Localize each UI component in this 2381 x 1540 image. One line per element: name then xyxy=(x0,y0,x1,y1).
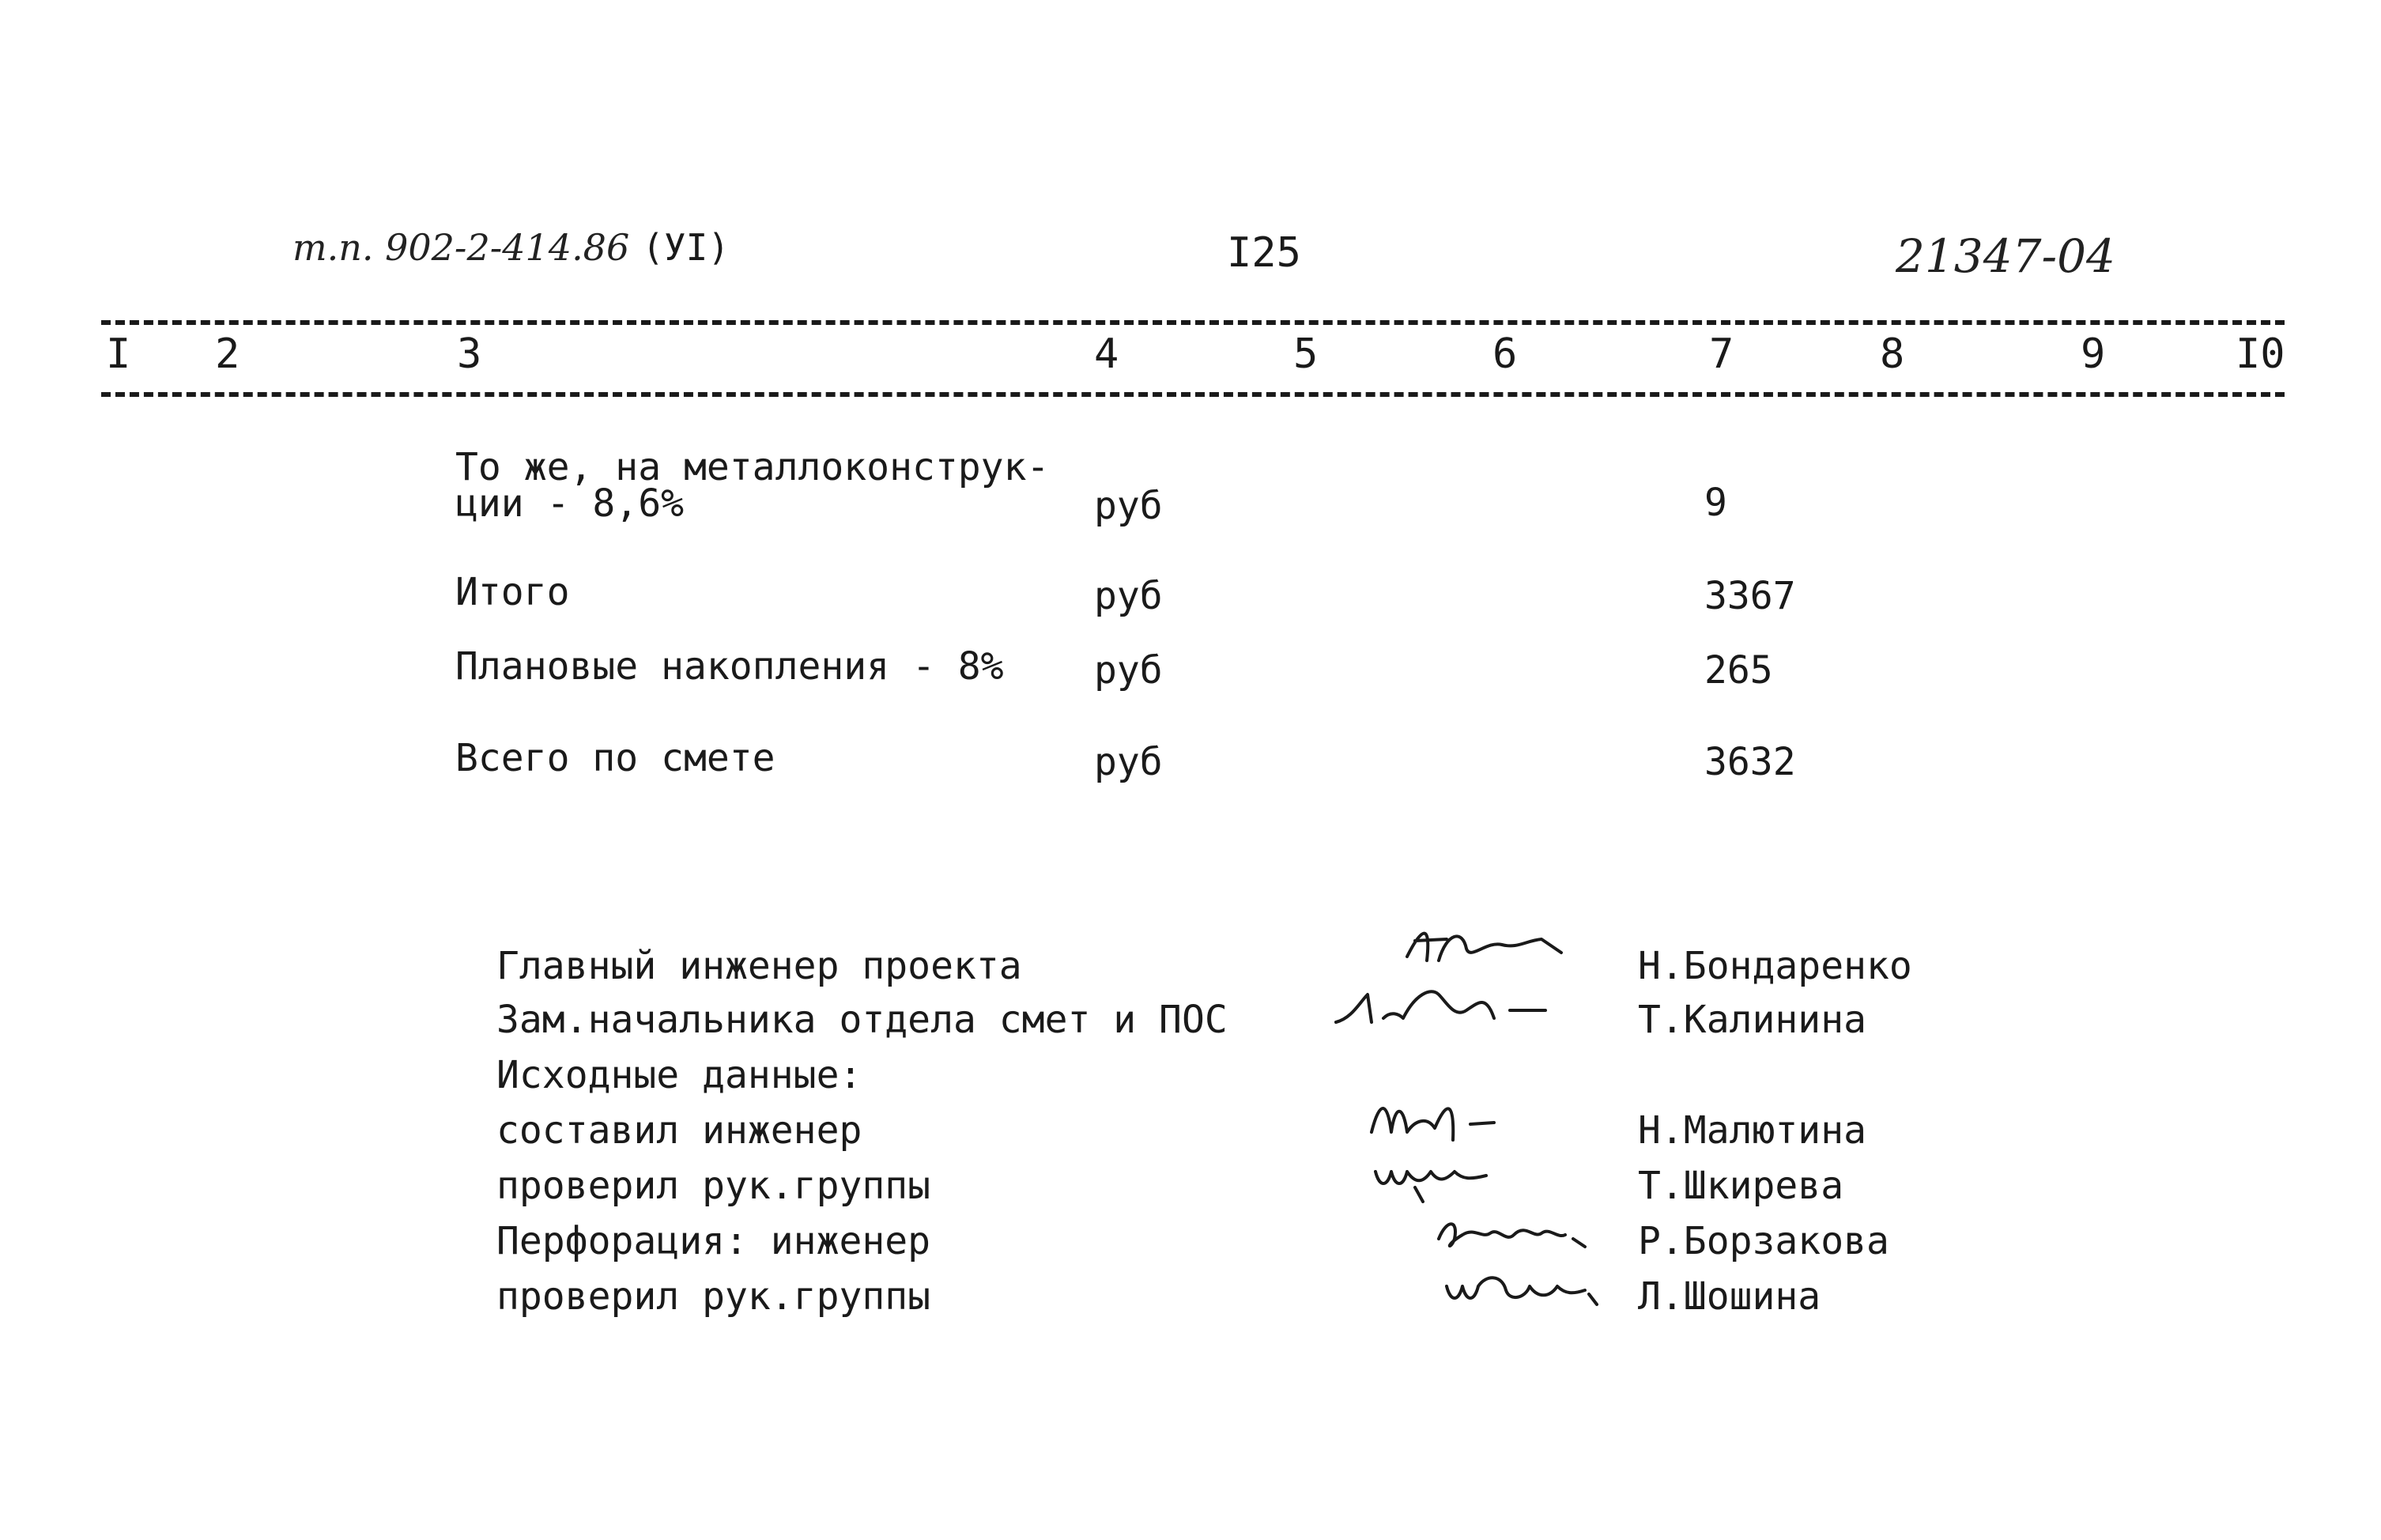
column-header-top-rule xyxy=(101,320,2285,325)
deputy-head-name: Т.Калинина xyxy=(1638,998,1866,1042)
column-number-2: 2 xyxy=(215,330,240,378)
perforation-engineer-role: Перфорация: инженер xyxy=(496,1219,931,1263)
chief-engineer-name: Н.Бондаренко xyxy=(1638,944,1912,988)
row-subtotal-unit: руб xyxy=(1094,574,1163,618)
deputy-head-signature xyxy=(1328,979,1565,1034)
row-subtotal-label: Итого xyxy=(455,570,570,614)
document-code-suffix: (УI) xyxy=(642,226,730,269)
row-grand-total-value: 3632 xyxy=(1704,740,1796,784)
perforation-checked-name: Л.Шошина xyxy=(1638,1274,1821,1319)
checked-by-signature xyxy=(1368,1148,1605,1203)
compiled-by-signature xyxy=(1360,1093,1597,1148)
row-planned-savings-unit: руб xyxy=(1094,648,1163,693)
column-number-4: 4 xyxy=(1094,330,1119,378)
compiled-by-name: Н.Малютина xyxy=(1638,1108,1866,1153)
row-grand-total-unit: руб xyxy=(1094,740,1163,784)
column-number-10: I0 xyxy=(2236,330,2285,378)
sheet-code: 21347-04 xyxy=(1896,229,2115,283)
compiled-by-role: составил инженер xyxy=(496,1108,862,1153)
page-number: I25 xyxy=(1227,229,1301,277)
perforation-checked-role: проверил рук.группы xyxy=(496,1274,931,1319)
row-planned-savings-value: 265 xyxy=(1704,648,1773,693)
column-number-3: 3 xyxy=(457,330,482,378)
source-data-heading: Исходные данные: xyxy=(496,1053,862,1097)
column-number-7: 7 xyxy=(1709,330,1734,378)
column-number-6: 6 xyxy=(1492,330,1518,378)
column-header-bottom-rule xyxy=(101,392,2285,397)
row-metal-structures-label-line2: ции - 8,6% xyxy=(455,481,684,526)
column-number-1: I xyxy=(106,330,131,378)
chief-engineer-role: Главный инженер проекта xyxy=(496,944,1022,988)
row-grand-total-label: Всего по смете xyxy=(455,736,775,780)
row-metal-structures-label-line1: То же, на металлоконструк- xyxy=(455,445,1050,489)
column-number-9: 9 xyxy=(2081,330,2106,378)
column-number-8: 8 xyxy=(1880,330,1905,378)
row-metal-structures-label xyxy=(455,445,1050,526)
perforation-engineer-name: Р.Борзакова xyxy=(1638,1219,1889,1263)
perforation-engineer-signature xyxy=(1431,1203,1668,1259)
deputy-head-role: Зам.начальника отдела смет и ПОС xyxy=(496,998,1228,1042)
document-code xyxy=(292,226,730,269)
column-number-5: 5 xyxy=(1293,330,1319,378)
row-subtotal-value: 3367 xyxy=(1704,574,1796,618)
row-metal-structures-unit: руб xyxy=(1094,484,1163,528)
row-metal-structures-value: 9 xyxy=(1704,481,1727,525)
row-planned-savings-label: Плановые накопления - 8% xyxy=(455,644,1004,689)
document-code-handwritten: т.п. 902-2-414.86 xyxy=(292,226,630,269)
checked-by-name: Т.Шкирева xyxy=(1638,1164,1844,1208)
checked-by-role: проверил рук.группы xyxy=(496,1164,931,1208)
chief-engineer-signature xyxy=(1391,917,1628,972)
